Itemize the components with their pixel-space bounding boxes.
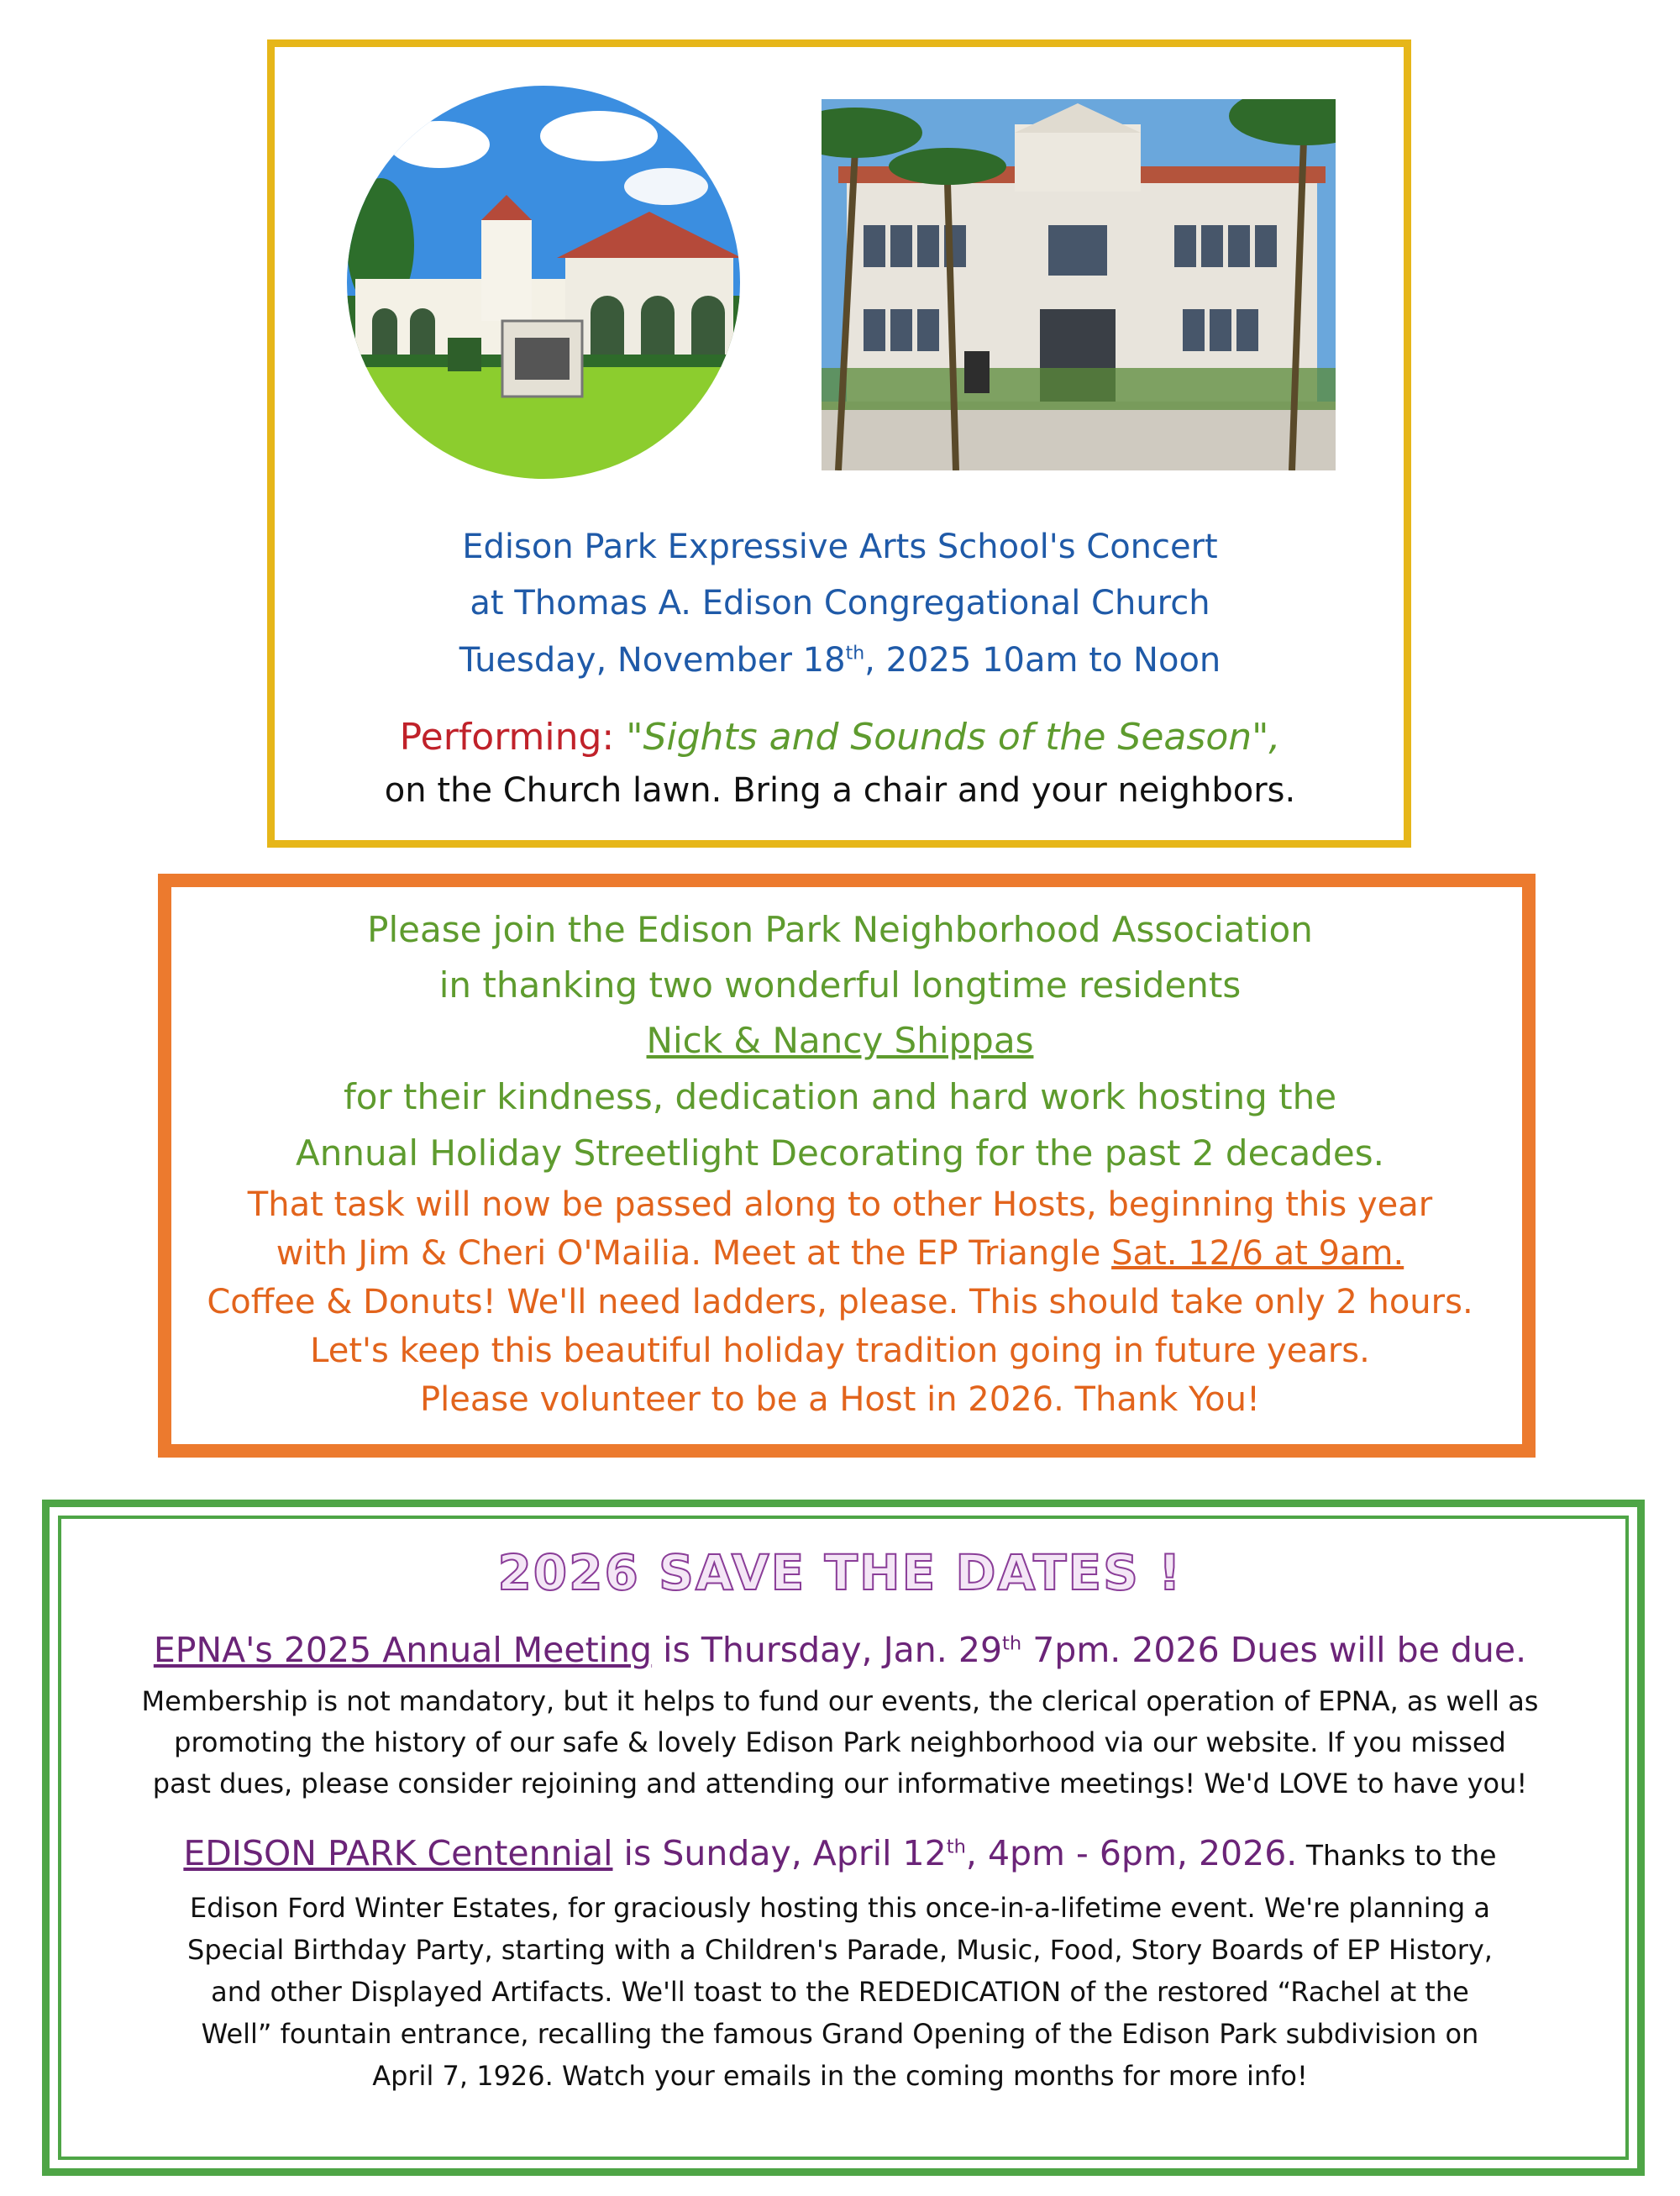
annual-meeting-link[interactable]: EPNA's 2025 Annual Meeting: [153, 1630, 653, 1670]
centennial-text-4: Well” fountain entrance, recalling the famous Grand Opening of the Edison Park subdivision on: [201, 2018, 1479, 2050]
concert-performing: Performing: "Sights and Sounds of the Season",: [399, 716, 1281, 759]
school-photo: [822, 99, 1336, 470]
meeting-text-2: promoting the history of our safe & lovely Edison Park neighborhood via our website. If you missed: [174, 1726, 1506, 1758]
meeting-text-1: Membership is not mandatory, but it helps to fund our events, the clerical operation of EPNA, as well as: [141, 1685, 1539, 1717]
thanks-line1: Please join the Edison Park Neighborhood Association: [367, 909, 1313, 950]
thanks-line7: with Jim & Cheri O'Mailia. Meet at the EP Triangle Sat. 12/6 at 9am.: [276, 1234, 1404, 1273]
thanks-line4: for their kindness, dedication and hard work hosting the: [343, 1076, 1337, 1117]
concert-venue: at Thomas A. Edison Congregational Church: [470, 584, 1210, 623]
save-dates-title: 2026 SAVE THE DATES !: [497, 1544, 1183, 1601]
thanks-line10: Please volunteer to be a Host in 2026. Thank You!: [419, 1380, 1261, 1419]
church-photo: [347, 86, 740, 479]
centennial-text-1: Edison Ford Winter Estates, for graciously hosting this once-in-a-lifetime event. We're planning a: [189, 1892, 1491, 1924]
meeting-text-3: past dues, please consider rejoining and attending our informative meetings! We'd LOVE to have you!: [152, 1768, 1528, 1799]
concert-title: Edison Park Expressive Arts School's Concert: [462, 528, 1218, 566]
thanks-line5: Annual Holiday Streetlight Decorating for the past 2 decades.: [296, 1132, 1384, 1174]
centennial-text-5: April 7, 1926. Watch your emails in the coming months for more info!: [372, 2060, 1308, 2092]
honoree-names: Nick & Nancy Shippas: [646, 1020, 1034, 1061]
concert-note: on the Church lawn. Bring a chair and your neighbors.: [384, 771, 1296, 810]
thanks-line8: Coffee & Donuts! We'll need ladders, please. This should take only 2 hours.: [207, 1283, 1473, 1321]
meet-date-link[interactable]: Sat. 12/6 at 9am.: [1111, 1234, 1404, 1273]
thanks-line2: in thanking two wonderful longtime residents: [438, 964, 1242, 1006]
centennial-heading: EDISON PARK Centennial is Sunday, April 12th, 4pm - 6pm, 2026. Thanks to the: [183, 1833, 1497, 1873]
centennial-text-3: and other Displayed Artifacts. We'll toast to the REDEDICATION of the restored “Rachel at the: [211, 1976, 1469, 2008]
meeting-heading: EPNA's 2025 Annual Meeting is Thursday, Jan. 29th 7pm. 2026 Dues will be due.: [153, 1630, 1527, 1670]
thanks-line6: That task will now be passed along to other Hosts, beginning this year: [247, 1185, 1433, 1224]
concert-date: Tuesday, November 18th, 2025 10am to Noon: [459, 641, 1221, 680]
centennial-link[interactable]: EDISON PARK Centennial: [183, 1833, 613, 1873]
centennial-text-2: Special Birthday Party, starting with a Children's Parade, Music, Food, Story Boards of EP History,: [187, 1934, 1493, 1966]
thanks-line9: Let's keep this beautiful holiday tradition going in future years.: [310, 1332, 1370, 1370]
